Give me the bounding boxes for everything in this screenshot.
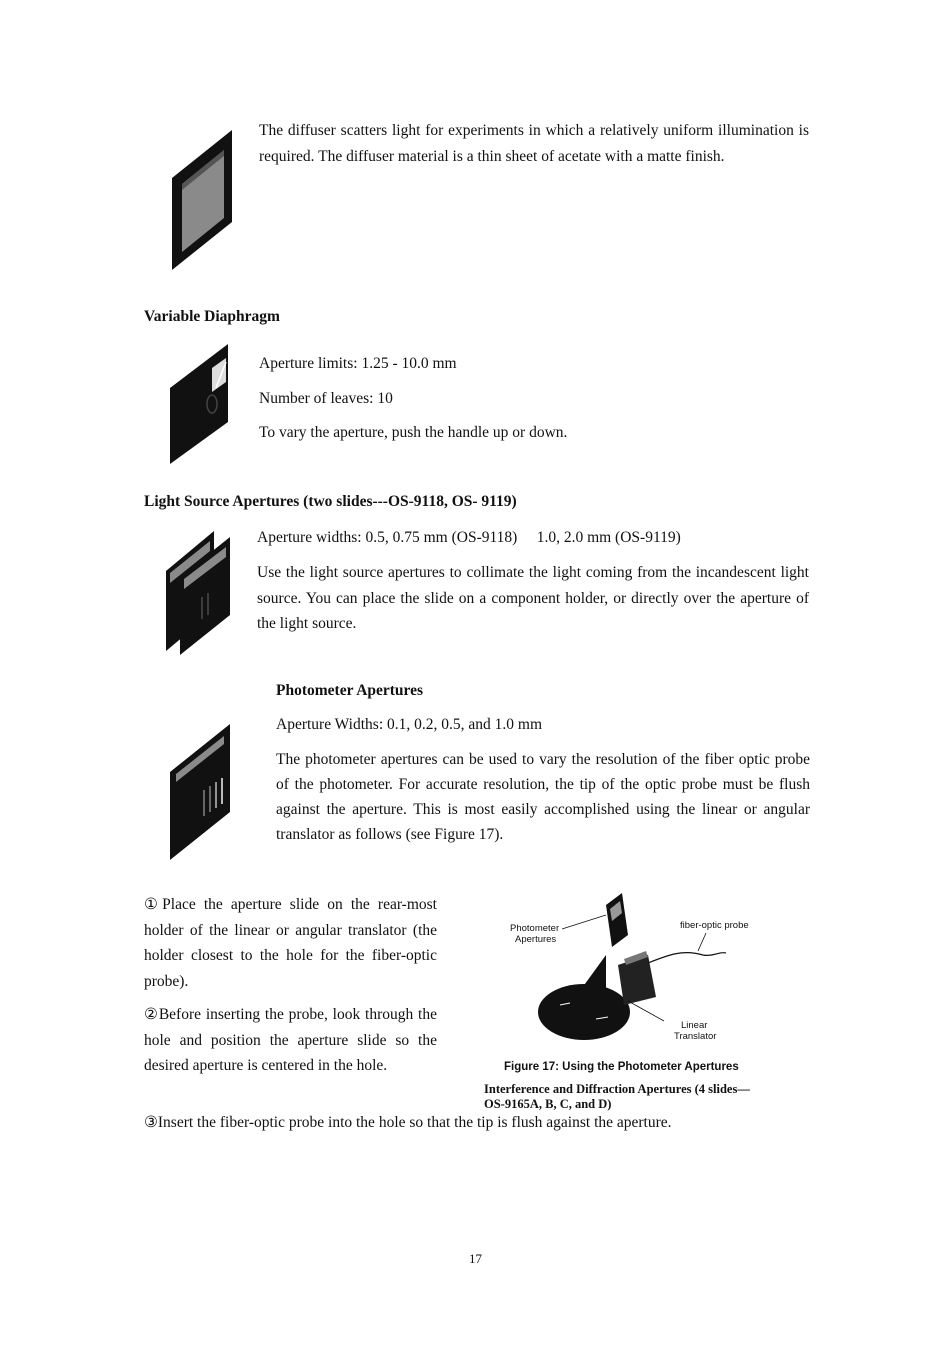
variable-diaphragm-icon [168,342,232,466]
figure-label-photometer: Photometer [510,923,560,934]
step-1: ①Place the aperture slide on the rear-most holder of the linear or angular translator (the holder closest to the hole for the fiber-optic probe). [144,896,437,990]
light-source-description: Use the light source apertures to collimate the light coming from the incandescent light source. You can place the slide on a component holder, or directly over the aperture of the light source. [257,564,809,632]
photometer-apertures-heading: Photometer Apertures [276,682,424,699]
figure-label-translator: Translator [674,1031,717,1042]
page-number: 17 [469,1251,482,1266]
figure-label-linear: Linear [681,1020,708,1031]
figure-17-caption: Figure 17: Using the Photometer Apertures [504,1061,739,1073]
variable-diaphragm-heading: Variable Diaphragm [144,308,280,325]
light-source-aperture-widths: Aperture widths: 0.5, 0.75 mm (OS-9118) 1.0, 2.0 mm (OS-9119) [257,529,681,546]
interference-apertures-heading-line2: OS-9165A, B, C, and D) [484,1097,612,1111]
light-source-apertures-icon [164,527,236,655]
figure-label-fiber-optic-probe: fiber-optic probe [680,920,749,931]
photometer-apertures-icon [168,720,232,862]
diffuser-slide-icon [170,126,236,272]
figure-17-illustration [478,885,792,1060]
number-of-leaves: Number of leaves: 10 [259,390,393,407]
photometer-aperture-widths: Aperture Widths: 0.1, 0.2, 0.5, and 1.0 mm [276,716,543,733]
diaphragm-instruction: To vary the aperture, push the handle up or down. [259,424,568,441]
diffuser-description: The diffuser scatters light for experiments in which a relatively uniform illumination is required. The diffuser material is a thin sheet of acetate with a matte finish. [259,122,809,165]
interference-apertures-heading-line1: Interference and Diffraction Apertures (4 slides— [484,1082,750,1096]
figure-label-apertures: Apertures [515,934,557,945]
light-source-apertures-heading: Light Source Apertures (two slides---OS-9118, OS- 9119) [144,493,517,510]
aperture-limits: Aperture limits: 1.25 - 10.0 mm [259,355,457,372]
step-3: ③Insert the fiber-optic probe into the hole so that the tip is flush against the aperture. [144,1114,672,1131]
step-2: ②Before inserting the probe, look through the hole and position the aperture slide so the desired aperture is centered in the hole. [144,1006,437,1074]
photometer-description: The photometer apertures can be used to vary the resolution of the fiber optic probe of the photometer. For accurate resolution, the tip of the optic probe must be flush against the aperture. This is most easily accomplished using the linear or angular translator as follows (see Figure 17). [276,751,810,843]
